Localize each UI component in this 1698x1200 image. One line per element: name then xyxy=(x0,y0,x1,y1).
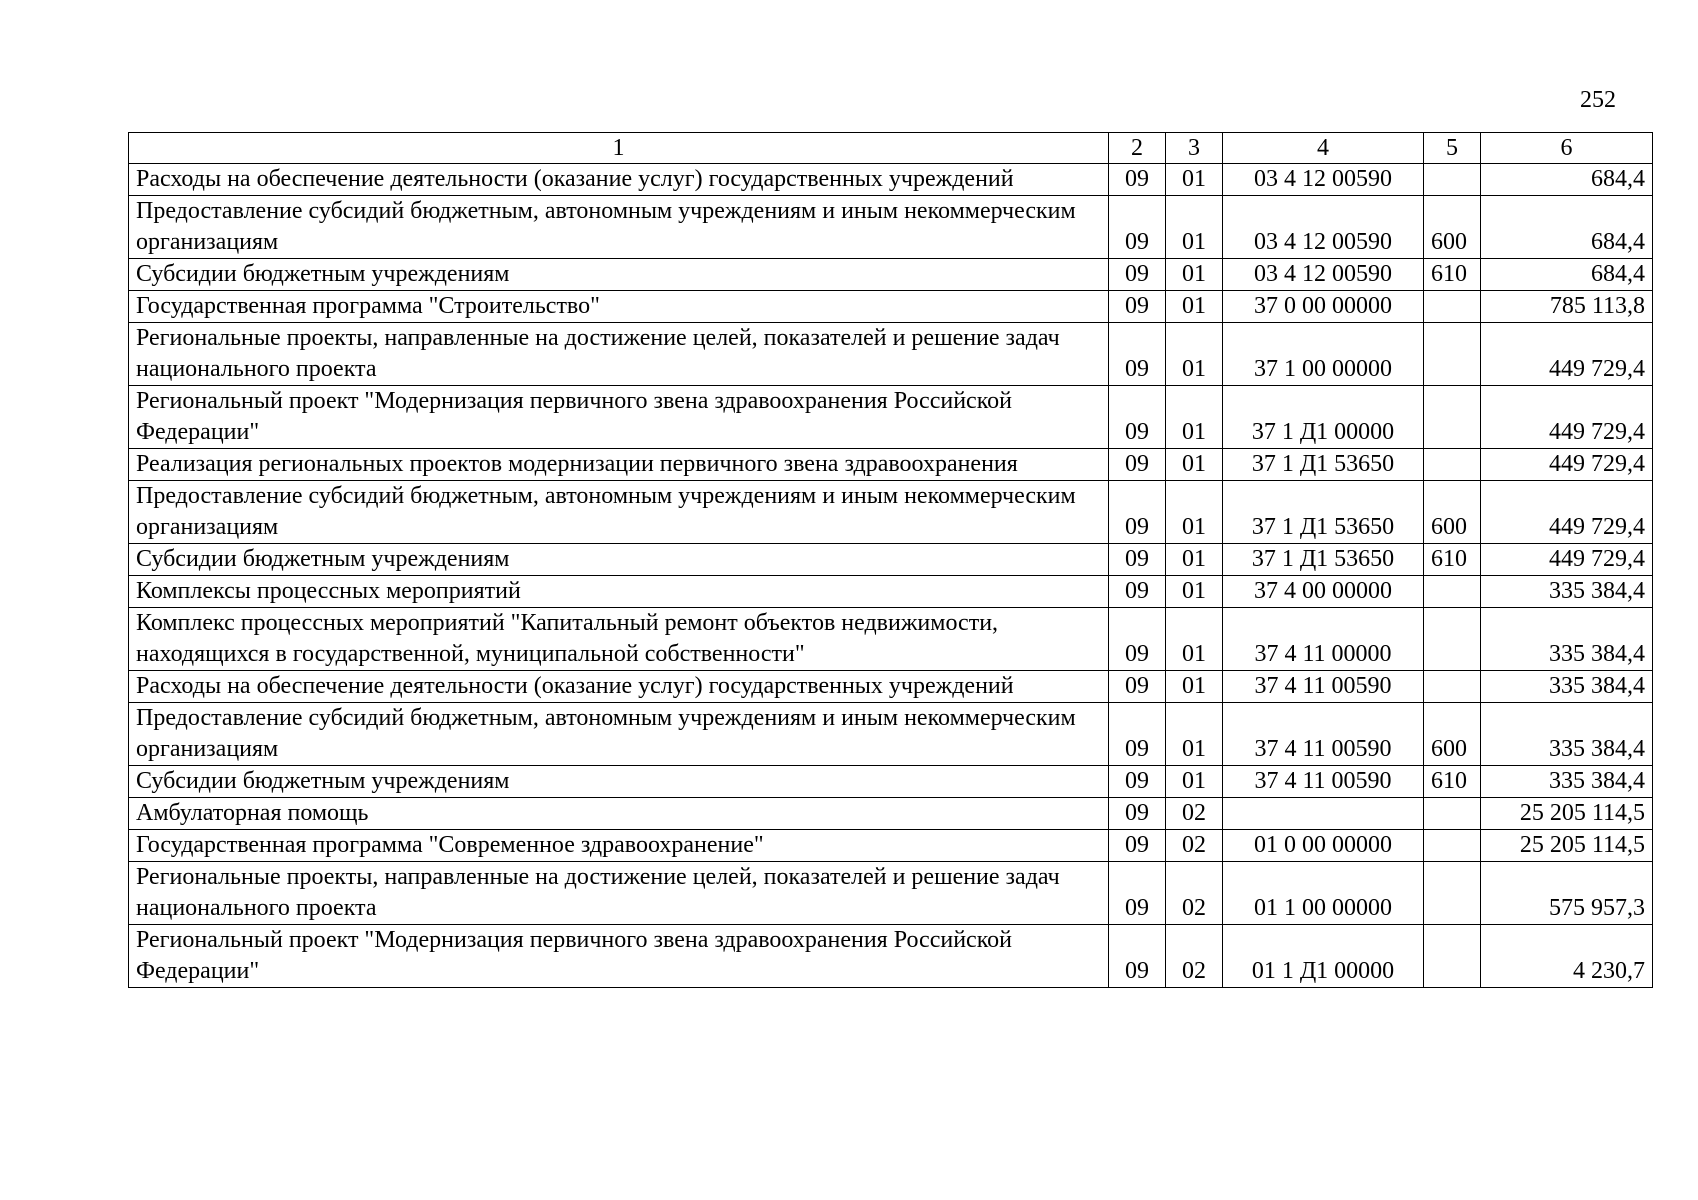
row-section-cell: 09 xyxy=(1109,862,1166,925)
row-expense-type-cell: 610 xyxy=(1424,259,1481,291)
row-section-cell: 09 xyxy=(1109,830,1166,862)
row-name-cell: Региональные проекты, направленные на достижение целей, показателей и решение задач национального проекта xyxy=(129,862,1109,925)
row-subsection-cell: 01 xyxy=(1166,544,1223,576)
row-name-cell: Предоставление субсидий бюджетным, автономным учреждениям и иным некоммерческим организациям xyxy=(129,481,1109,544)
table-row xyxy=(129,608,1653,671)
row-target-article-cell: 37 1 Д1 53650 xyxy=(1223,481,1424,544)
row-expense-type-cell xyxy=(1424,925,1481,988)
row-subsection-cell: 01 xyxy=(1166,259,1223,291)
row-expense-type-cell: 600 xyxy=(1424,196,1481,259)
table-row xyxy=(129,862,1653,925)
row-subsection-cell: 02 xyxy=(1166,925,1223,988)
row-section-cell: 09 xyxy=(1109,386,1166,449)
budget-table xyxy=(128,132,1653,988)
row-amount-cell: 684,4 xyxy=(1481,259,1653,291)
row-amount-cell: 785 113,8 xyxy=(1481,291,1653,323)
header-cell-1: 1 xyxy=(129,133,1109,164)
row-name-cell: Расходы на обеспечение деятельности (оказание услуг) государственных учреждений xyxy=(129,164,1109,196)
row-expense-type-cell: 610 xyxy=(1424,544,1481,576)
row-name-cell: Субсидии бюджетным учреждениям xyxy=(129,259,1109,291)
table-row xyxy=(129,323,1653,386)
row-subsection-cell: 01 xyxy=(1166,766,1223,798)
row-target-article-cell: 37 1 Д1 00000 xyxy=(1223,386,1424,449)
row-expense-type-cell xyxy=(1424,798,1481,830)
table-row xyxy=(129,291,1653,323)
row-amount-cell: 335 384,4 xyxy=(1481,671,1653,703)
row-section-cell: 09 xyxy=(1109,164,1166,196)
header-cell-6: 6 xyxy=(1481,133,1653,164)
table-row xyxy=(129,830,1653,862)
row-subsection-cell: 02 xyxy=(1166,862,1223,925)
row-section-cell: 09 xyxy=(1109,798,1166,830)
row-section-cell: 09 xyxy=(1109,323,1166,386)
row-target-article-cell: 37 4 11 00590 xyxy=(1223,766,1424,798)
row-expense-type-cell xyxy=(1424,576,1481,608)
table-row xyxy=(129,481,1653,544)
page-number: 252 xyxy=(1580,87,1616,113)
row-name-cell: Реализация региональных проектов модернизации первичного звена здравоохранения xyxy=(129,449,1109,481)
row-target-article-cell: 03 4 12 00590 xyxy=(1223,196,1424,259)
row-target-article-cell: 37 4 11 00590 xyxy=(1223,671,1424,703)
row-subsection-cell: 01 xyxy=(1166,449,1223,481)
row-subsection-cell: 01 xyxy=(1166,164,1223,196)
row-name-cell: Предоставление субсидий бюджетным, автономным учреждениям и иным некоммерческим организациям xyxy=(129,196,1109,259)
table-row xyxy=(129,576,1653,608)
row-amount-cell: 335 384,4 xyxy=(1481,703,1653,766)
row-expense-type-cell: 600 xyxy=(1424,703,1481,766)
table-row xyxy=(129,671,1653,703)
row-section-cell: 09 xyxy=(1109,766,1166,798)
row-amount-cell: 684,4 xyxy=(1481,196,1653,259)
row-amount-cell: 449 729,4 xyxy=(1481,386,1653,449)
row-subsection-cell: 01 xyxy=(1166,671,1223,703)
row-name-cell: Комплекс процессных мероприятий "Капитальный ремонт объектов недвижимости, находящихся в государственной, муниципальной собственности" xyxy=(129,608,1109,671)
header-cell-5: 5 xyxy=(1424,133,1481,164)
row-expense-type-cell xyxy=(1424,830,1481,862)
row-target-article-cell: 37 4 00 00000 xyxy=(1223,576,1424,608)
row-section-cell: 09 xyxy=(1109,259,1166,291)
row-expense-type-cell xyxy=(1424,323,1481,386)
row-expense-type-cell xyxy=(1424,862,1481,925)
row-name-cell: Субсидии бюджетным учреждениям xyxy=(129,766,1109,798)
row-target-article-cell xyxy=(1223,798,1424,830)
row-section-cell: 09 xyxy=(1109,671,1166,703)
row-expense-type-cell xyxy=(1424,386,1481,449)
row-amount-cell: 335 384,4 xyxy=(1481,576,1653,608)
row-name-cell: Региональный проект "Модернизация первичного звена здравоохранения Российской Федерации" xyxy=(129,925,1109,988)
row-amount-cell: 449 729,4 xyxy=(1481,544,1653,576)
row-section-cell: 09 xyxy=(1109,544,1166,576)
row-name-cell: Региональные проекты, направленные на достижение целей, показателей и решение задач национального проекта xyxy=(129,323,1109,386)
row-target-article-cell: 37 1 Д1 53650 xyxy=(1223,544,1424,576)
row-amount-cell: 684,4 xyxy=(1481,164,1653,196)
row-subsection-cell: 01 xyxy=(1166,703,1223,766)
header-cell-4: 4 xyxy=(1223,133,1424,164)
row-amount-cell: 335 384,4 xyxy=(1481,608,1653,671)
row-section-cell: 09 xyxy=(1109,196,1166,259)
table-header-row xyxy=(129,133,1653,164)
row-target-article-cell: 01 1 Д1 00000 xyxy=(1223,925,1424,988)
row-expense-type-cell: 610 xyxy=(1424,766,1481,798)
row-subsection-cell: 01 xyxy=(1166,481,1223,544)
row-subsection-cell: 01 xyxy=(1166,196,1223,259)
header-cell-2: 2 xyxy=(1109,133,1166,164)
row-section-cell: 09 xyxy=(1109,449,1166,481)
row-target-article-cell: 37 4 11 00000 xyxy=(1223,608,1424,671)
row-target-article-cell: 37 0 00 00000 xyxy=(1223,291,1424,323)
row-amount-cell: 575 957,3 xyxy=(1481,862,1653,925)
row-subsection-cell: 02 xyxy=(1166,830,1223,862)
row-section-cell: 09 xyxy=(1109,291,1166,323)
row-name-cell: Региональный проект "Модернизация первичного звена здравоохранения Российской Федерации" xyxy=(129,386,1109,449)
row-expense-type-cell: 600 xyxy=(1424,481,1481,544)
row-name-cell: Предоставление субсидий бюджетным, автономным учреждениям и иным некоммерческим организациям xyxy=(129,703,1109,766)
row-target-article-cell: 01 1 00 00000 xyxy=(1223,862,1424,925)
table-row xyxy=(129,196,1653,259)
row-expense-type-cell xyxy=(1424,608,1481,671)
table-row xyxy=(129,925,1653,988)
header-cell-3: 3 xyxy=(1166,133,1223,164)
row-expense-type-cell xyxy=(1424,291,1481,323)
table-row xyxy=(129,544,1653,576)
row-subsection-cell: 01 xyxy=(1166,576,1223,608)
row-section-cell: 09 xyxy=(1109,576,1166,608)
row-section-cell: 09 xyxy=(1109,703,1166,766)
table-row xyxy=(129,164,1653,196)
row-target-article-cell: 01 0 00 00000 xyxy=(1223,830,1424,862)
row-name-cell: Расходы на обеспечение деятельности (оказание услуг) государственных учреждений xyxy=(129,671,1109,703)
row-section-cell: 09 xyxy=(1109,608,1166,671)
row-name-cell: Государственная программа "Современное здравоохранение" xyxy=(129,830,1109,862)
row-target-article-cell: 03 4 12 00590 xyxy=(1223,259,1424,291)
table-row xyxy=(129,449,1653,481)
row-subsection-cell: 01 xyxy=(1166,323,1223,386)
row-subsection-cell: 01 xyxy=(1166,608,1223,671)
table-row xyxy=(129,798,1653,830)
row-name-cell: Субсидии бюджетным учреждениям xyxy=(129,544,1109,576)
table-row xyxy=(129,766,1653,798)
row-expense-type-cell xyxy=(1424,671,1481,703)
row-amount-cell: 4 230,7 xyxy=(1481,925,1653,988)
row-name-cell: Государственная программа "Строительство" xyxy=(129,291,1109,323)
row-section-cell: 09 xyxy=(1109,925,1166,988)
row-amount-cell: 449 729,4 xyxy=(1481,323,1653,386)
row-target-article-cell: 37 1 Д1 53650 xyxy=(1223,449,1424,481)
table-row xyxy=(129,386,1653,449)
row-amount-cell: 25 205 114,5 xyxy=(1481,830,1653,862)
row-target-article-cell: 37 1 00 00000 xyxy=(1223,323,1424,386)
row-subsection-cell: 01 xyxy=(1166,386,1223,449)
row-subsection-cell: 02 xyxy=(1166,798,1223,830)
row-amount-cell: 335 384,4 xyxy=(1481,766,1653,798)
row-name-cell: Комплексы процессных мероприятий xyxy=(129,576,1109,608)
row-name-cell: Амбулаторная помощь xyxy=(129,798,1109,830)
table-row xyxy=(129,259,1653,291)
row-target-article-cell: 37 4 11 00590 xyxy=(1223,703,1424,766)
row-expense-type-cell xyxy=(1424,164,1481,196)
row-amount-cell: 25 205 114,5 xyxy=(1481,798,1653,830)
row-section-cell: 09 xyxy=(1109,481,1166,544)
row-subsection-cell: 01 xyxy=(1166,291,1223,323)
row-expense-type-cell xyxy=(1424,449,1481,481)
row-amount-cell: 449 729,4 xyxy=(1481,449,1653,481)
row-target-article-cell: 03 4 12 00590 xyxy=(1223,164,1424,196)
table-row xyxy=(129,703,1653,766)
row-amount-cell: 449 729,4 xyxy=(1481,481,1653,544)
